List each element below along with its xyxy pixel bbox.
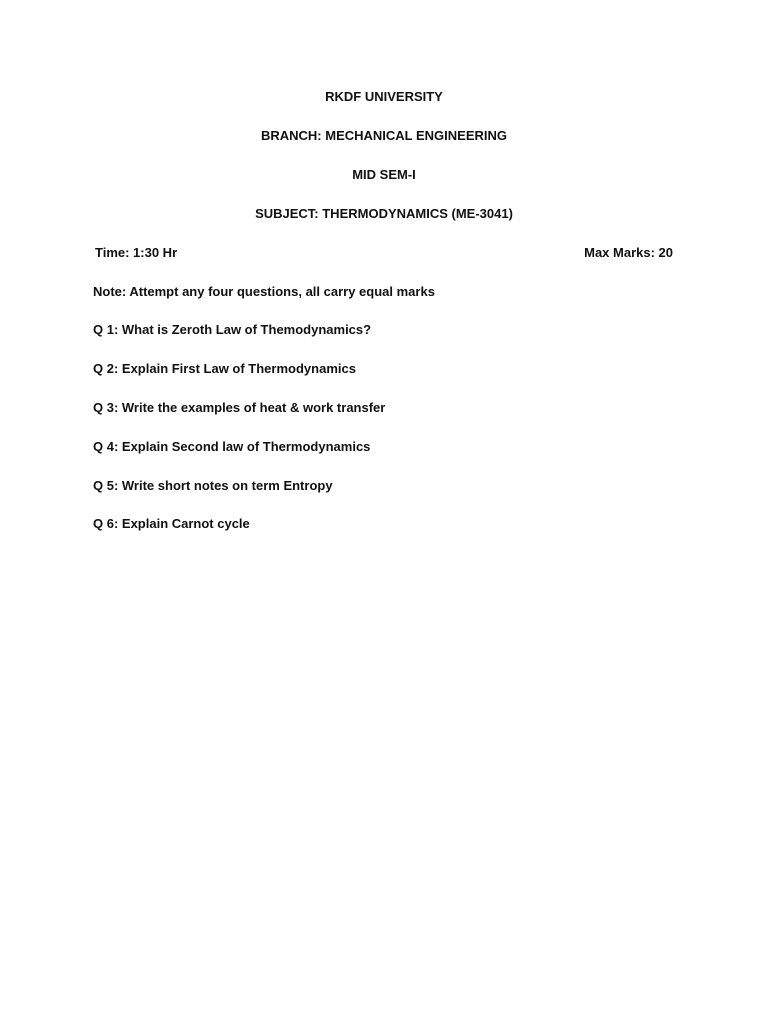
question-item: Q 6: Explain Carnot cycle	[93, 516, 250, 531]
time-label: Time: 1:30 Hr	[95, 245, 178, 260]
exam-meta-row	[95, 245, 673, 261]
branch-heading: BRANCH: MECHANICAL ENGINEERING	[260, 128, 508, 143]
subject-heading: SUBJECT: THERMODYNAMICS (ME-3041)	[255, 206, 513, 221]
university-title: RKDF UNIVERSITY	[325, 89, 443, 104]
question-item: Q 5: Write short notes on term Entropy	[93, 478, 333, 493]
max-marks-label: Max Marks: 20	[584, 245, 673, 260]
exam-heading: MID SEM-I	[352, 167, 416, 182]
question-item: Q 2: Explain First Law of Thermodynamics	[93, 361, 356, 376]
question-item: Q 1: What is Zeroth Law of Themodynamics?	[93, 322, 372, 337]
question-item: Q 4: Explain Second law of Thermodynamics	[93, 439, 371, 454]
question-item: Q 3: Write the examples of heat & work transfer	[93, 400, 386, 415]
instructions-note: Note: Attempt any four questions, all carry equal marks	[93, 284, 435, 299]
